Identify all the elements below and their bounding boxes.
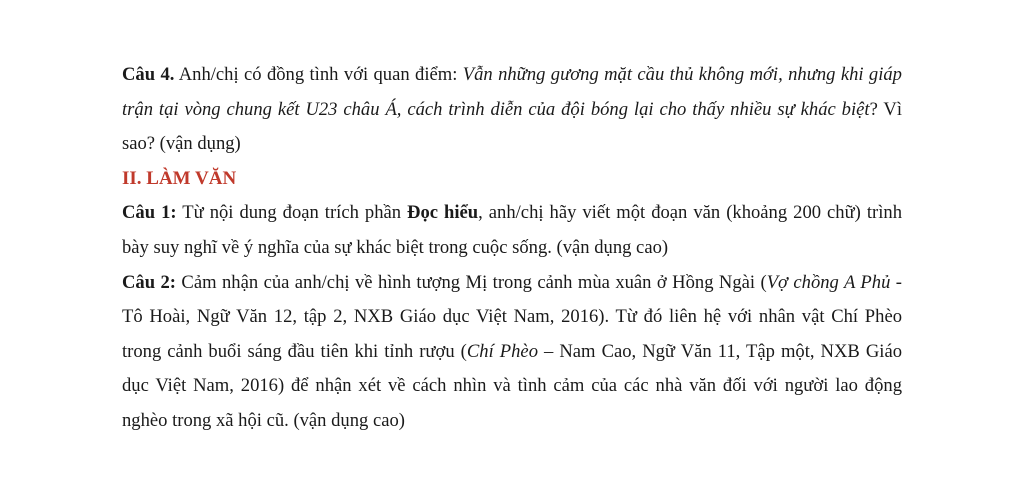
essay-question-2-text-end: – Nam Cao, Ngữ Văn 11, Tập một, NXB Giáo dục Việt Nam, 2016) để nhận xét về cách nhìn và tình cảm của các nhà văn đối với người lao động nghèo trong xã hội cũ. (vận dụng cao)	[122, 340, 903, 431]
essay-question-1-text-end: , anh/chị hãy viết một đoạn văn (khoảng 200 chữ) trình bày suy nghĩ về ý nghĩa của sự khác biệt trong cuộc sống. (vận dụng cao)	[122, 202, 903, 258]
question-4-after-quote: ? Vì sao? (vận dụng)	[122, 98, 902, 155]
question-4-quote: Vẫn những gương mặt cầu thủ không mới, nhưng khi giáp trận tại vòng chung kết U23 châu Á, cách trình diễn của đội bóng lại cho thấy nhiều sự khác biệt	[122, 64, 902, 120]
essay-question-2-label: Câu 2:	[122, 271, 176, 293]
section-heading: II. LÀM VĂN	[122, 167, 237, 189]
essay-question-2-work-2: Chí Phèo	[466, 340, 538, 362]
essay-question-2-work-1: Vợ chồng A Phủ	[766, 271, 891, 293]
essay-question-2-text-middle: - Tô Hoài, Ngữ Văn 12, tập 2, NXB Giáo dục Việt Nam, 2016). Từ đó liên hệ với nhân vật Chí Phèo trong cảnh buổi sáng đầu tiên khi tỉnh rượu (	[122, 271, 903, 362]
essay-question-2-paragraph	[122, 266, 902, 439]
question-4-intro: Anh/chị có đồng tình với quan điểm:	[174, 64, 463, 85]
document-page	[122, 58, 902, 439]
essay-question-1-paragraph	[122, 196, 902, 265]
essay-question-1-text-start: Từ nội dung đoạn trích phần	[176, 202, 408, 224]
essay-question-1-bold-term: Đọc hiểu	[407, 202, 479, 224]
essay-question-1-label: Câu 1:	[122, 202, 177, 224]
question-4-paragraph	[122, 58, 902, 162]
question-4-label: Câu 4.	[122, 64, 175, 85]
essay-question-2-text-start: Cảm nhận của anh/chị về hình tượng Mị trong cảnh mùa xuân ở Hồng Ngài (	[176, 271, 767, 293]
